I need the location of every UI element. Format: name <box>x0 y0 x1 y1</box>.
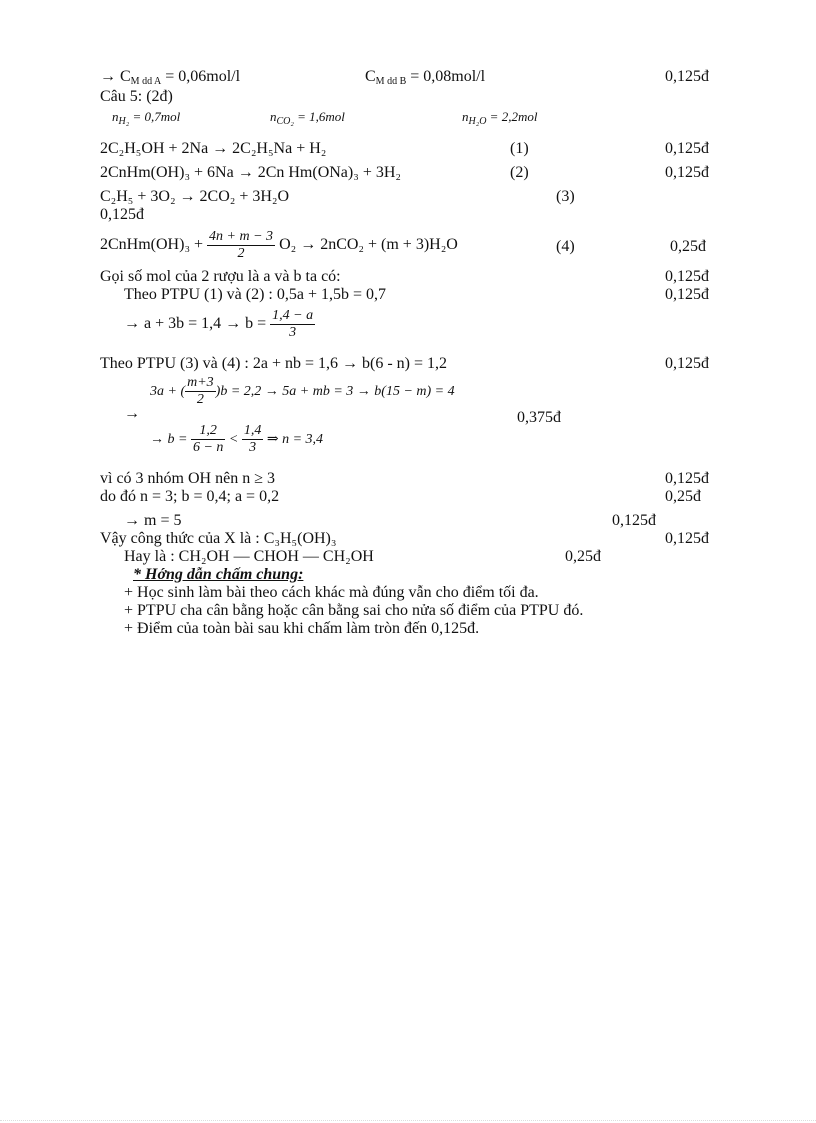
grading-guide-heading: * Hớng dẫn chấm chung: <box>133 566 304 583</box>
score-formula: 0,125đ <box>665 530 709 547</box>
question-heading: Câu 5: (2đ) <box>100 88 173 105</box>
guide-item-2: + PTPU cha cân bằng hoặc cân bằng sai cho nửa số điểm của PTPU đó. <box>124 602 584 619</box>
conc-a-sub: M dd A <box>130 76 162 87</box>
equation-1-tag: (1) <box>510 140 529 157</box>
conc-b-value: = 0,08mol/l <box>406 68 486 85</box>
pt-1-2: Theo PTPU (1) và (2) : 0,5a + 1,5b = 0,7 <box>124 286 387 303</box>
score-eq2: 0,125đ <box>665 164 709 181</box>
score-pt34: 0,125đ <box>665 355 709 372</box>
conc-b-sub: M dd B <box>375 76 407 87</box>
subst-denominator: 2 <box>196 392 204 408</box>
page-footer-divider <box>0 1120 816 1121</box>
n-co2 <box>270 108 345 131</box>
solve-b <box>124 304 315 344</box>
n-h2-sym: n <box>112 109 119 124</box>
arrow-marker: → <box>124 405 140 422</box>
pt-3-4: Theo PTPU (3) và (4) : 2a + nb = 1,6 → b(6 - n) = 1,2 <box>100 355 448 372</box>
equation-3: C₂H₅ + 3O₂ → 2CO₂ + 3H₂O <box>100 188 290 205</box>
n-co2-sub: CO₂ <box>276 116 294 127</box>
n-h2-value: = 0,7mol <box>129 109 181 124</box>
inequality <box>150 420 323 460</box>
equation-4-rhs: O₂ → 2nCO₂ + (m + 3)H₂O <box>279 236 458 253</box>
n-h2-sub: H₂ <box>118 116 130 127</box>
substitution <box>150 372 455 412</box>
structural-formula: Hay là : CH₂OH — CHOH — CH₂OH <box>124 548 374 565</box>
ineq-pre: → b = <box>150 432 191 447</box>
ineq-den2: 3 <box>249 440 257 456</box>
intro-moles: Gọi số mol của 2 rượu là a và b ta có: <box>100 268 341 285</box>
score-values: 0,25đ <box>665 488 701 505</box>
solve-b-fraction <box>270 308 315 341</box>
equation-4-lhs: 2CnHm(OH)₃ + <box>100 236 208 253</box>
score-oh: 0,125đ <box>665 470 709 487</box>
ineq-post: ⇒ n = 3,4 <box>263 432 324 447</box>
equation-3-tag: (3) <box>556 188 575 205</box>
equation-1: 2C₂H₅OH + 2Na → 2C₂H₅Na + H₂ <box>100 140 327 157</box>
score-row1: 0,125đ <box>665 68 709 85</box>
n-h2o <box>462 108 537 131</box>
n-h2o-sub: H₂O <box>468 116 487 127</box>
substitution-pre: 3a + ( <box>150 384 186 399</box>
ineq-fraction-2 <box>242 423 264 456</box>
n-h2o-value: = 2,2mol <box>486 109 538 124</box>
score-structural: 0,25đ <box>565 548 601 565</box>
n-h2 <box>112 108 180 131</box>
ineq-num2: 1,4 <box>243 423 262 439</box>
score-m: 0,125đ <box>612 512 656 529</box>
concentration-b <box>365 68 485 91</box>
eq4-denominator: 2 <box>237 245 245 261</box>
score-pt12: 0,125đ <box>665 286 709 303</box>
score-intro: 0,125đ <box>665 268 709 285</box>
formula-x: Vậy công thức của X là : C₃H₅(OH)₃ <box>100 530 337 547</box>
equation-4-tag: (4) <box>556 238 575 255</box>
equation-4 <box>100 225 458 265</box>
oh-groups: vì có 3 nhóm OH nên n ≥ 3 <box>100 470 275 487</box>
value-m: → m = 5 <box>124 512 182 529</box>
n-h2o-sym: n <box>462 109 469 124</box>
n-co2-sym: n <box>270 109 277 124</box>
ineq-num1: 1,2 <box>191 423 225 440</box>
ineq-fraction-1 <box>191 423 225 456</box>
score-eq3: 0,125đ <box>100 206 144 223</box>
solve-b-lhs: → a + 3b = 1,4 → b = <box>124 315 271 332</box>
values-nab: do đó n = 3; b = 0,4; a = 0,2 <box>100 488 280 505</box>
score-eq4: 0,25đ <box>670 238 706 255</box>
ineq-den1: 6 − n <box>192 440 224 456</box>
guide-item-3: + Điểm của toàn bài sau khi chấm làm tròn đến 0,125đ. <box>124 620 480 637</box>
n-co2-value: = 1,6mol <box>293 109 345 124</box>
score-substitution: 0,375đ <box>517 409 561 426</box>
solve-b-denominator: 3 <box>289 324 297 340</box>
score-eq1: 0,125đ <box>665 140 709 157</box>
ineq-mid: < <box>225 432 242 447</box>
substitution-post: )b = 2,2 → 5a + mb = 3 → b(15 − m) = 4 <box>215 384 455 399</box>
substitution-fraction <box>185 375 216 408</box>
eq4-numerator: 4n + m − 3 <box>209 228 274 244</box>
equation-2: 2CnHm(OH)₃ + 6Na → 2Cn Hm(ONa)₃ + 3H₂ <box>100 164 401 181</box>
guide-item-1: + Học sinh làm bài theo cách khác mà đúng vẫn cho điểm tối đa. <box>124 584 539 601</box>
equation-2-tag: (2) <box>510 164 529 181</box>
solve-b-numerator: 1,4 − a <box>272 307 314 323</box>
conc-a-value: = 0,06mol/l <box>161 68 241 85</box>
conc-b-label: C <box>365 68 376 85</box>
conc-a-label: → C <box>100 68 131 85</box>
subst-numerator: m+3 <box>187 375 214 391</box>
equation-4-fraction <box>207 229 275 262</box>
